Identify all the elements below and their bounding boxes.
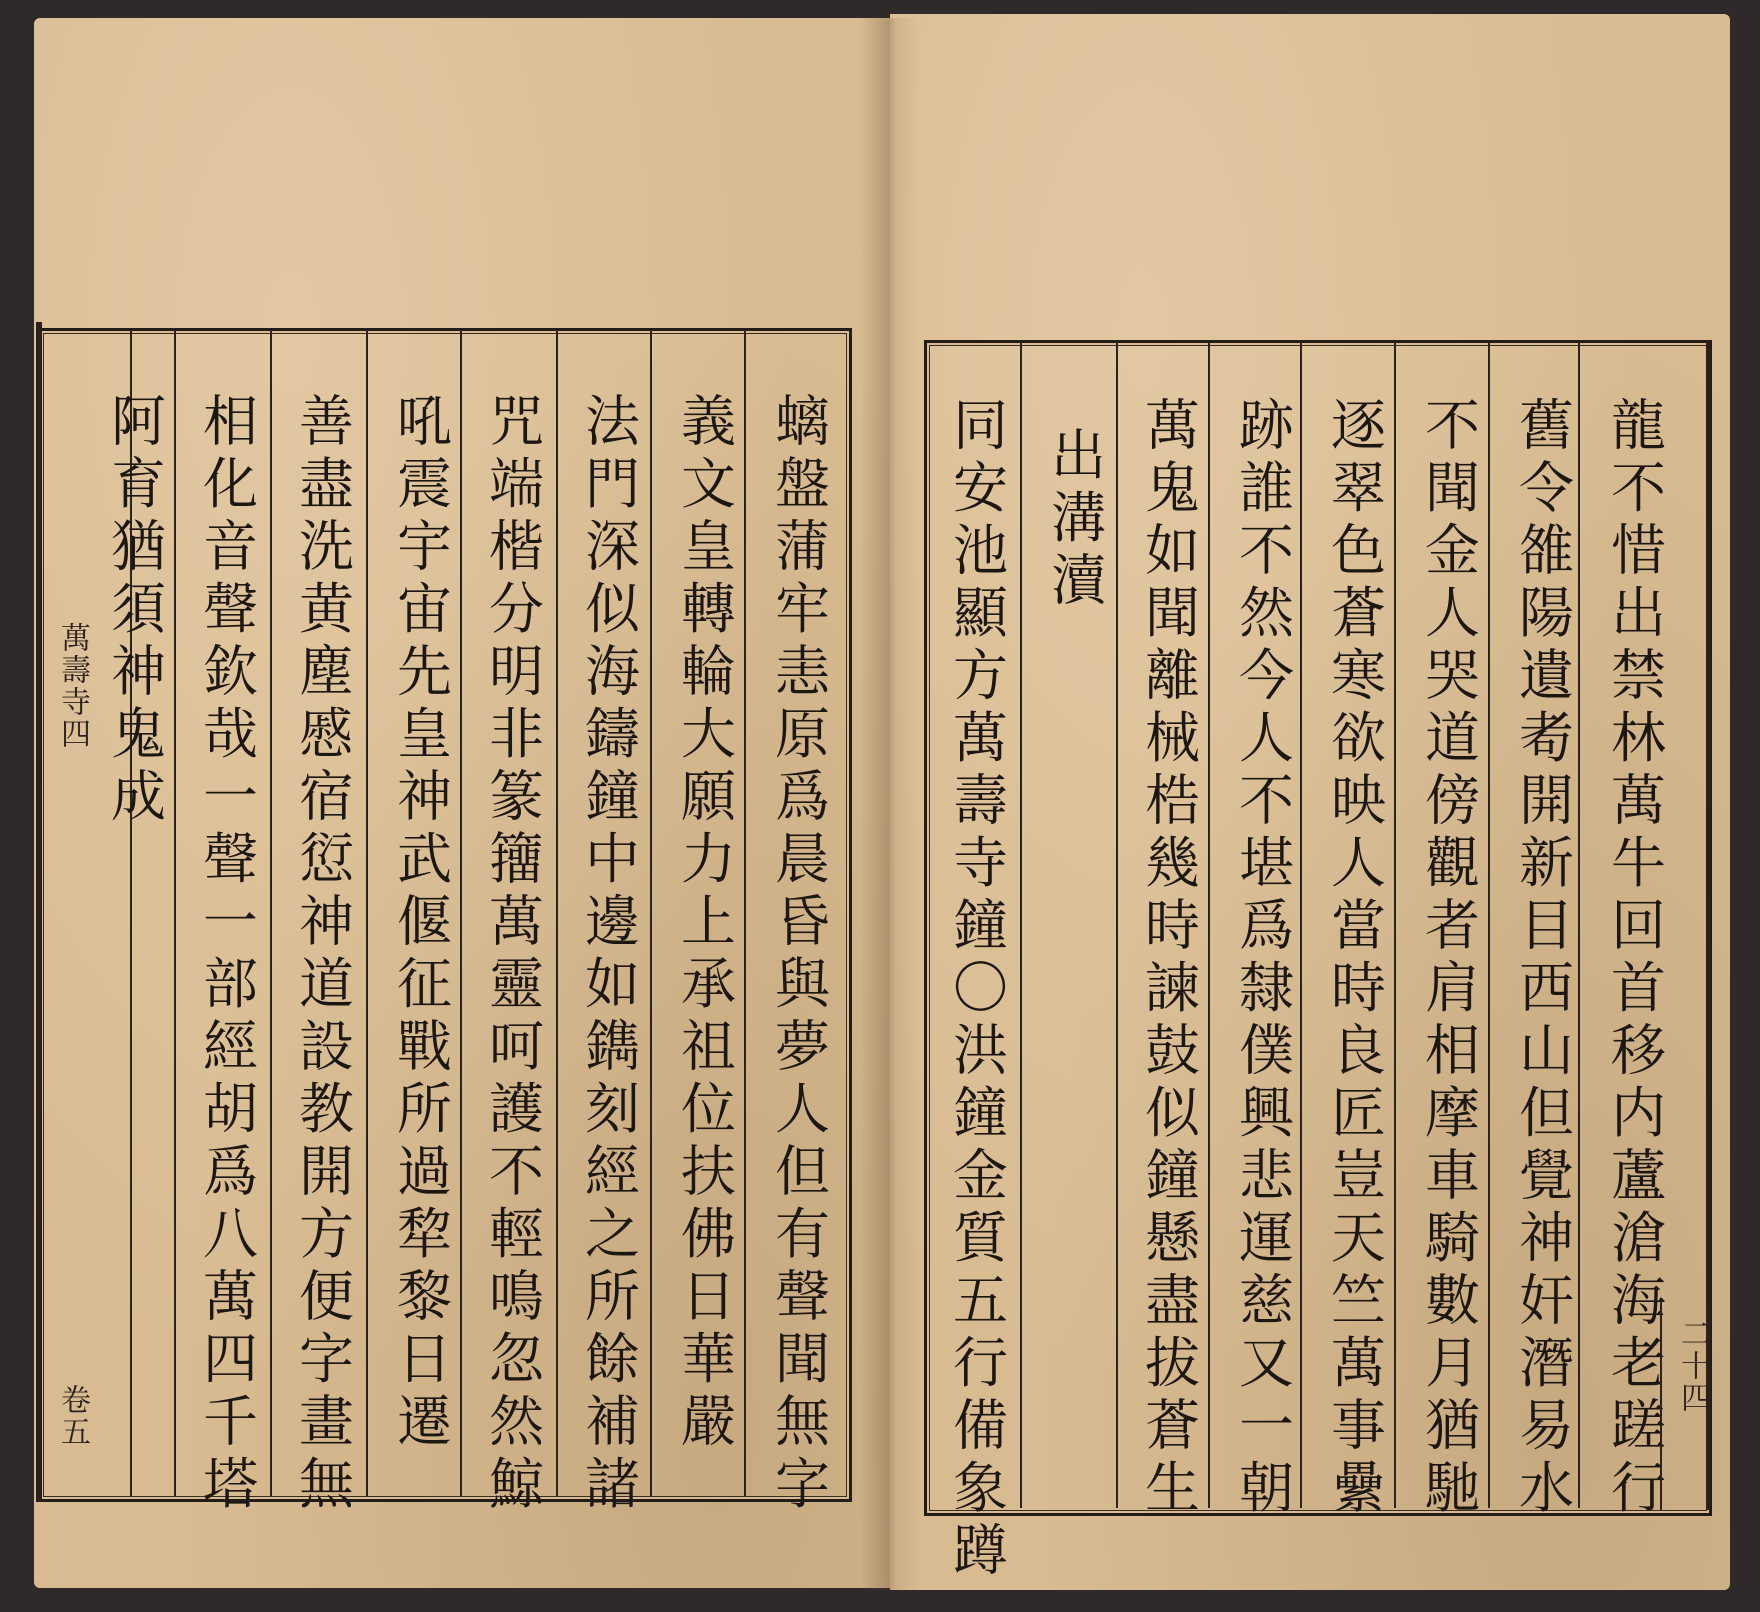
column-rule [1578,342,1580,1508]
column-rule [650,330,652,1496]
book-spine [860,18,920,1590]
left-text-column-2: 義文皇轉輪大願力上承祖位扶佛日華嚴 [672,392,736,1455]
right-text-column-5: 跡誰不然今人不堪爲隸僕興悲運慈又一朝 [1230,396,1294,1521]
column-rule [556,330,558,1496]
column-rule [366,330,368,1496]
column-rule [1300,342,1302,1508]
column-rule [744,330,746,1496]
left-text-column-5: 吼震宇宙先皇神武偃征戰所過犂黎日遷 [388,392,452,1455]
column-rule [1488,342,1490,1508]
right-text-column-1: 龍不惜出禁林萬牛回首移内蘆滄海老蹉行 [1602,396,1666,1521]
left-text-column-6: 善盡洗黄塵慼宿愆神道設教開方便字畫無 [290,392,354,1517]
right-margin-page-number: 二十四 [1675,1318,1710,1414]
column-rule [270,330,272,1496]
right-text-column-6: 萬鬼如聞離械梏幾時諫鼓似鐘懸盡拔蒼生 [1136,396,1200,1521]
left-text-column-4: 咒端楷分明非篆籒萬靈呵護不輕鳴忽然鯨 [480,392,544,1517]
column-rule [1394,342,1396,1508]
left-fold-edge [36,322,42,1502]
right-text-column-7: 出溝瀆 [1042,426,1106,614]
left-margin-title: 萬壽寺四 [55,622,90,750]
column-rule [1208,342,1210,1508]
right-text-column-4: 逐翠色蒼寒欲映人當時良匠豈天竺萬事纍 [1322,396,1386,1521]
left-text-column-7: 相化音聲欽哉一聲一部經胡爲八萬四千塔 [194,392,258,1517]
column-rule [1116,342,1118,1508]
left-text-column-8: 阿育猶須神鬼成 [102,392,166,830]
right-text-column-8: 同安池顯方萬壽寺鐘〇洪鐘金質五行備象蹲 [944,396,1008,1584]
right-text-column-2: 舊令雒陽遺耇開新目西山但覺神奸潛易水 [1510,396,1574,1521]
left-text-column-1: 螭盤蒲牢恚原爲晨昏與夢人但有聲聞無字 [766,392,830,1517]
column-rule [174,330,176,1496]
column-rule [1020,342,1022,1508]
right-text-column-3: 不聞金人哭道傍觀者肩相摩車騎數月猶馳 [1416,396,1480,1521]
left-text-column-3: 法門深似海鑄鐘中邊如鐫刻經之所餘補諸 [576,392,640,1517]
left-margin-volume: 卷五 [55,1384,90,1448]
column-rule [460,330,462,1496]
